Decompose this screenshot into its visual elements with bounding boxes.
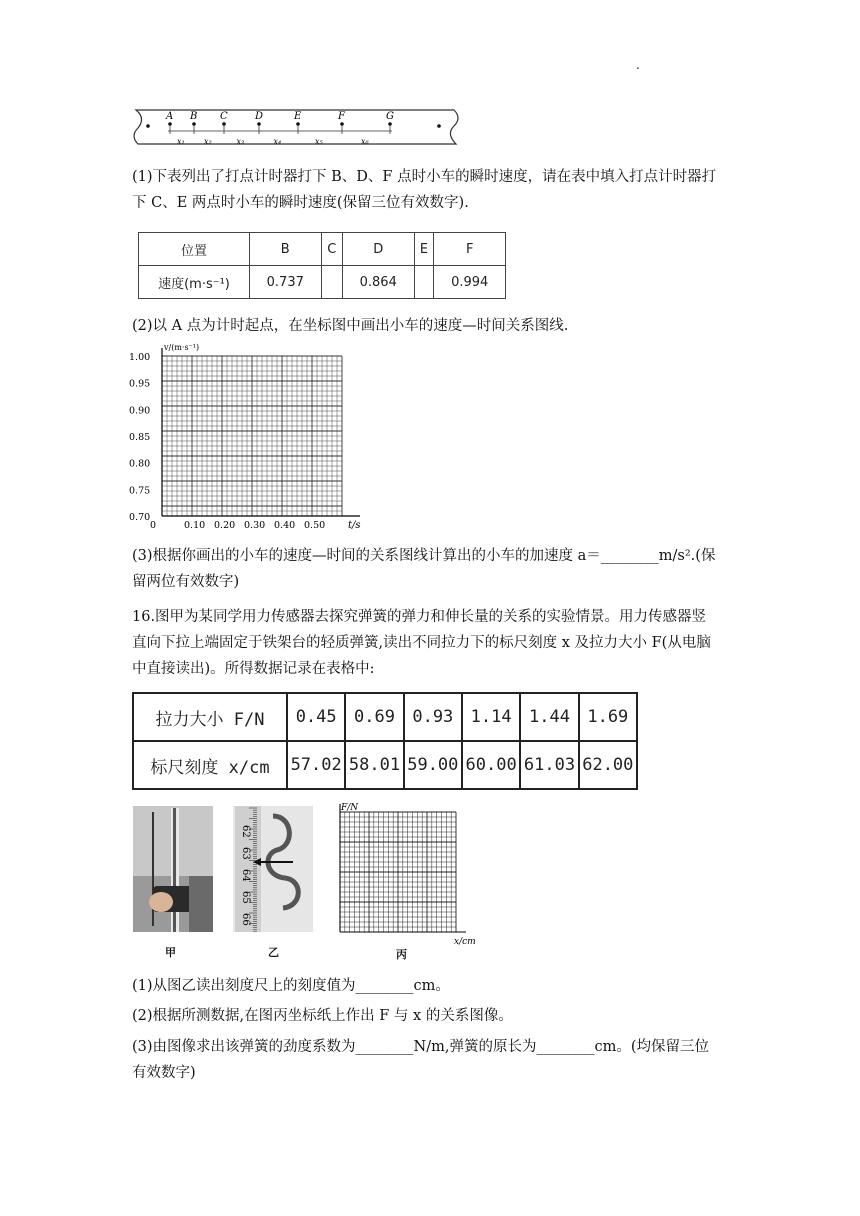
x-axis-label: x/cm <box>454 937 476 946</box>
table-cell: 0.737 <box>250 266 322 299</box>
caption-jia: 甲 <box>165 946 176 959</box>
photo-ruler-closeup <box>233 806 313 932</box>
q16-question1: (1)从图乙读出刻度尺上的刻度值为________cm。 <box>132 978 450 994</box>
table-cell: 0.45 <box>287 693 345 741</box>
tape-segment-label: x₁ <box>177 137 185 146</box>
tape-point-label: C <box>220 111 228 122</box>
q16-question3 <box>132 1034 732 1086</box>
q15-part3 <box>132 543 732 595</box>
velocity-table-value-row <box>139 266 506 299</box>
tape-segment-label: x₆ <box>361 137 369 146</box>
y-axis-label: v/(m·s⁻¹) <box>164 343 200 352</box>
table-cell: 1.44 <box>520 693 578 741</box>
y-tick-label: 0.85 <box>129 432 151 443</box>
tape-segment-label: x₄ <box>273 137 282 146</box>
table-cell: 拉力大小 F/N <box>133 693 287 741</box>
x-axis-label: t/s <box>348 520 361 531</box>
tape-point-label: F <box>338 111 345 122</box>
tape-dot-left <box>146 124 150 128</box>
x-tick-label: 0.20 <box>214 520 236 531</box>
x-tick-label: 0 <box>150 520 157 531</box>
ticker-tape-figure <box>128 104 464 152</box>
table-cell: E <box>414 233 434 266</box>
ruler-label: 65 <box>240 891 251 904</box>
table-cell: 0.93 <box>404 693 462 741</box>
table-cell: 60.00 <box>462 741 520 789</box>
tape-point-label: G <box>386 111 394 122</box>
y-tick-label: 0.75 <box>129 485 151 497</box>
table-cell: D <box>342 233 414 266</box>
y-tick-label: 1.00 <box>129 352 151 363</box>
ruler-label: 64 <box>240 869 251 882</box>
q16-intro-line3: 中直接读出)。所得数据记录在表格中: <box>132 661 375 677</box>
y-tick-label: 0.90 <box>129 405 151 417</box>
tape-point-label: B <box>190 111 198 122</box>
table-cell: 59.00 <box>404 741 462 789</box>
q15-part3-line2: 留两位有效数字) <box>132 574 240 590</box>
table-cell-blank-e[interactable] <box>414 266 434 299</box>
q15-part1-line1: (1)下表列出了打点计时器打下 B、D、F 点时小车的瞬时速度，请在表中填入打点计时器打 <box>132 169 717 185</box>
velocity-time-graph <box>128 340 364 532</box>
q16-question3-line2: 有效数字) <box>132 1065 196 1081</box>
q15-part1-line2: 下 C、E 两点时小车的瞬时速度(保留三位有效数字). <box>132 195 469 211</box>
table-cell: 标尺刻度 x/cm <box>133 741 287 789</box>
table-cell: 0.864 <box>342 266 414 299</box>
tape-segment-label: x₂ <box>204 137 212 146</box>
q15-part1 <box>132 164 732 216</box>
force-scale-graph <box>328 800 484 946</box>
tape-point-label: D <box>255 111 264 122</box>
table-cell: 61.03 <box>520 741 578 789</box>
caption-bing: 丙 <box>396 948 407 961</box>
table-cell: B <box>250 233 322 266</box>
table-cell: 1.69 <box>579 693 637 741</box>
q16-intro-line1: 16.图甲为某同学用力传感器去探究弹簧的弹力和伸长量的关系的实验情景。用力传感器竖 <box>132 609 707 625</box>
table-cell: 57.02 <box>287 741 345 789</box>
q16-question3-line1: (3)由图像求出该弹簧的劲度系数为________N/m,弹簧的原长为________cm。(均保留三位 <box>132 1039 709 1055</box>
force-row <box>133 693 637 741</box>
table-cell: 0.69 <box>345 693 403 741</box>
table-cell: 速度(m·s⁻¹) <box>139 266 250 299</box>
x-tick-label: 0.50 <box>304 520 326 531</box>
ruler-label: 66 <box>240 913 251 926</box>
y-tick-label: 0.80 <box>129 458 151 470</box>
table-cell: 1.14 <box>462 693 520 741</box>
table-cell: 58.01 <box>345 741 403 789</box>
header-mark: . <box>636 58 640 72</box>
y-axis-label: F/N <box>341 803 359 813</box>
table-cell: F <box>434 233 506 266</box>
table-cell: 位置 <box>139 233 250 266</box>
q16-intro <box>132 604 732 682</box>
velocity-table-header-row <box>139 233 506 266</box>
tape-dot-right <box>437 124 441 128</box>
q15-part2: (2)以 A 点为计时起点，在坐标图中画出小车的速度—时间关系图线. <box>132 318 569 334</box>
table-cell-blank-c[interactable] <box>321 266 342 299</box>
q16-intro-line2: 直向下拉上端固定于铁架台的轻质弹簧,读出不同拉力下的标尺刻度 x 及拉力大小 F(从电脑 <box>132 635 711 651</box>
tape-segment-label: x₃ <box>236 137 245 146</box>
ruler-label: 63 <box>240 847 251 860</box>
tape-point-label: E <box>294 111 302 122</box>
force-data-table <box>132 692 638 790</box>
x-tick-label: 0.30 <box>244 520 266 531</box>
photo-apparatus <box>133 806 213 932</box>
y-tick-label: 0.70 <box>129 512 151 523</box>
scale-row <box>133 741 637 789</box>
y-tick-label: 0.95 <box>129 378 151 390</box>
q16-question2: (2)根据所测数据,在图丙坐标纸上作出 F 与 x 的关系图像。 <box>132 1008 513 1024</box>
velocity-table <box>138 232 506 299</box>
tape-segment-label: x₅ <box>315 137 323 146</box>
ruler-label: 62 <box>240 825 251 838</box>
x-tick-label: 0.40 <box>274 520 296 531</box>
table-cell: C <box>321 233 342 266</box>
tape-point-label: A <box>166 111 174 122</box>
x-tick-label: 0.10 <box>184 520 206 531</box>
caption-yi: 乙 <box>268 946 279 959</box>
q15-part3-line1: (3)根据你画出的小车的速度—时间的关系图线计算出的小车的加速度 a＝________m/s².(保 <box>132 548 716 564</box>
table-cell: 0.994 <box>434 266 506 299</box>
table-cell: 62.00 <box>579 741 637 789</box>
